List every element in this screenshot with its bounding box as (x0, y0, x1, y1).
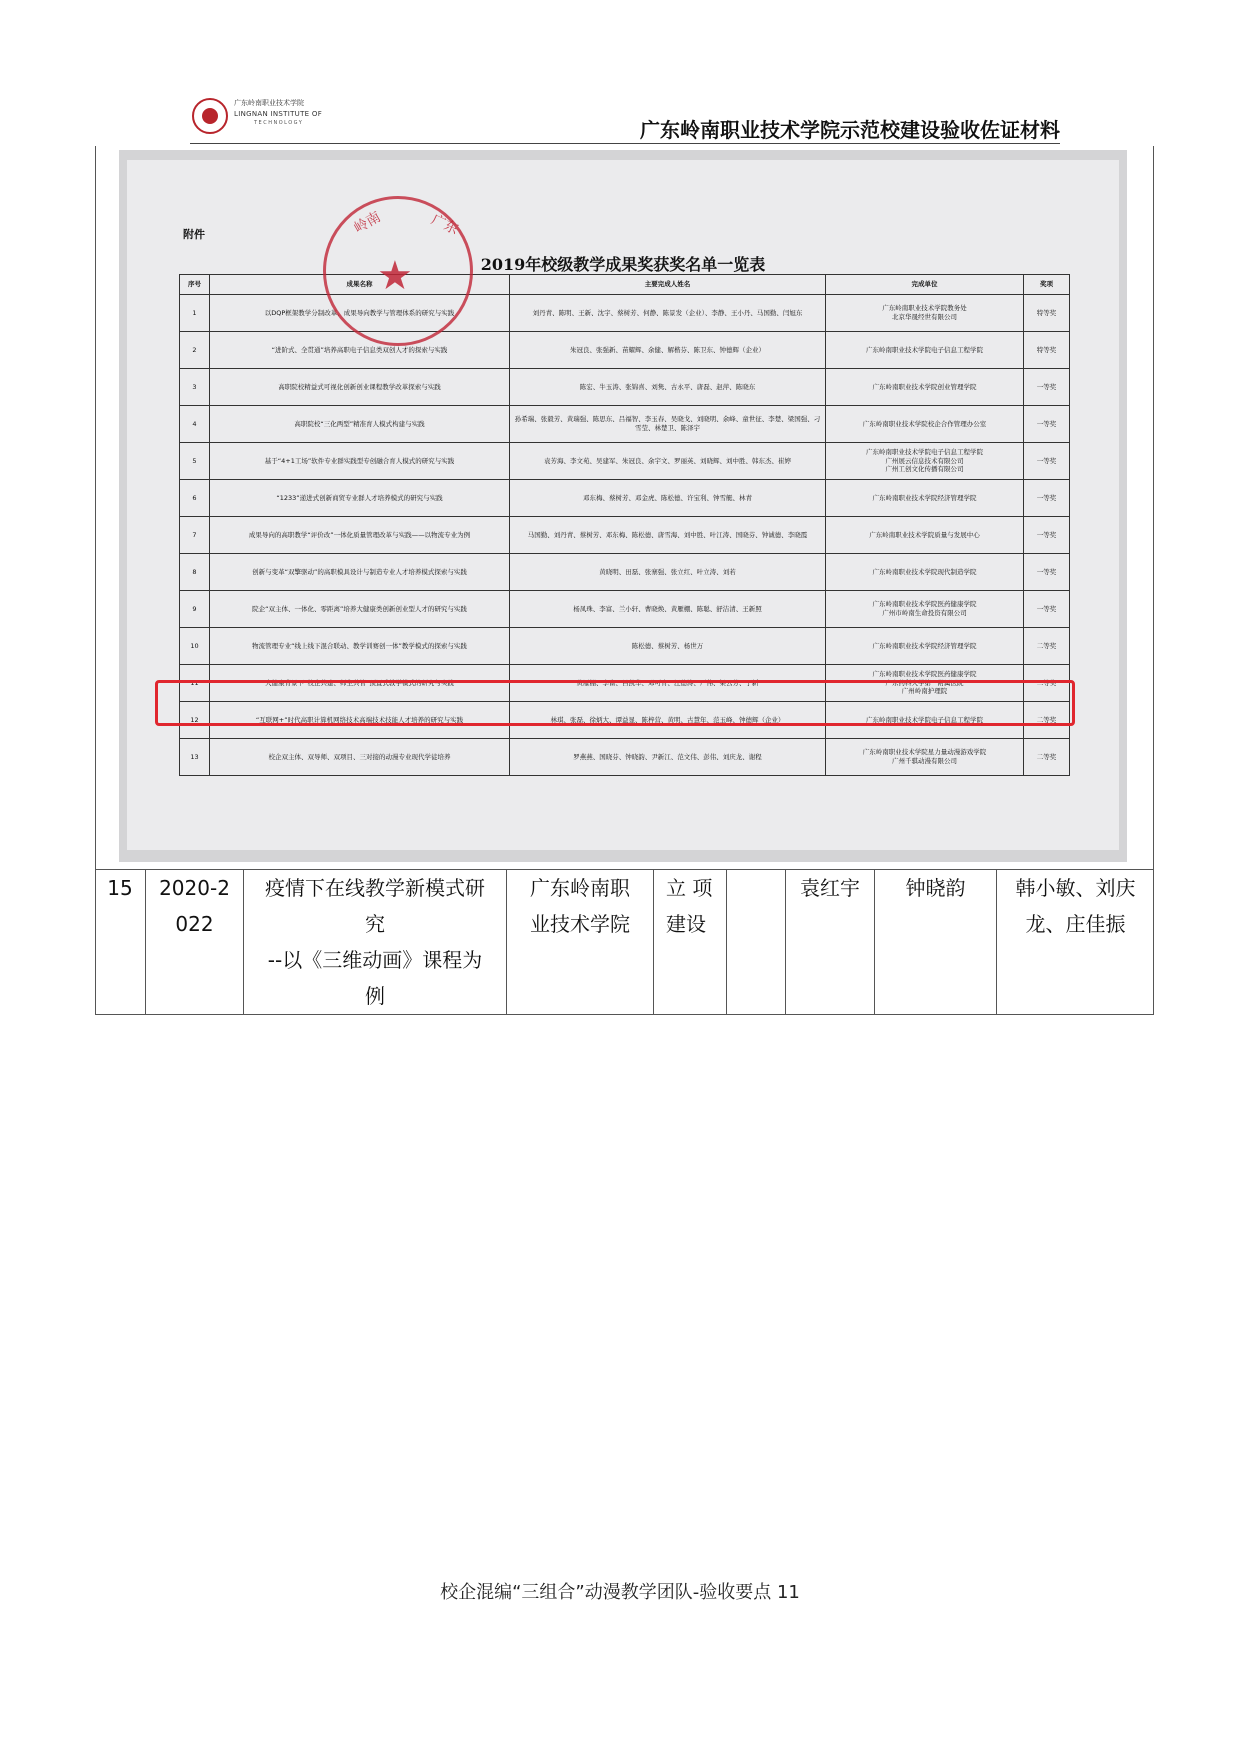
logo-name-en: LINGNAN INSTITUTE OF (234, 110, 323, 118)
row15-leader-text: 袁红宇 (800, 876, 860, 900)
award-cell-people: 杨凤珠、李富、兰小轩、曹晓焕、黄雁棚、陈聪、舒洁清、王新照 (510, 591, 826, 628)
logo-name-cn: 广东岭南职业技术学院 (234, 99, 304, 107)
row15-number (95, 870, 145, 1015)
award-cell-people: 罗燕燕、国晓芬、钟晓韵、尹新江、范文伟、彭伟、刘庆龙、谢程 (510, 739, 826, 776)
award-table-row (180, 480, 1070, 517)
award-table-row (180, 591, 1070, 628)
award-cell-unit: 广东岭南职业技术学院质量与发展中心 (826, 517, 1024, 554)
scanned-award-list-photo (119, 150, 1127, 862)
col-header-people: 主要完成人姓名 (510, 275, 826, 295)
award-cell-award: 二等奖 (1024, 739, 1070, 776)
institute-logo (192, 96, 342, 140)
award-cell-award: 一等奖 (1024, 554, 1070, 591)
award-cell-people: 孙希瑞、张毅芳、黄瑞强、陈思东、吕福智、李玉春、吴晓戈、刘晓明、余峰、童世征、李楚、梁国强、刁雪莹、林楚卫、陈泽宇 (510, 406, 826, 443)
stamp-star-icon: ★ (377, 253, 413, 299)
award-cell-unit: 广东岭南职业技术学院创业管理学院 (826, 369, 1024, 406)
award-cell-name: 以DQP框架教学分制改革、成果导向教学与管理体系的研究与实践 (210, 295, 510, 332)
award-cell-people: 朱冠良、张强新、苗耀辉、余健、解楷芬、陈卫东、钟德辉（企业） (510, 332, 826, 369)
award-cell-unit: 广东岭南职业技术学院电子信息工程学院 (826, 332, 1024, 369)
award-table-row (180, 369, 1070, 406)
award-cell-name: 创新与变革“双擎驱动”的高职模具设计与制造专业人才培养模式探索与实践 (210, 554, 510, 591)
logo-name-en-2: TECHNOLOGY (254, 120, 304, 126)
award-cell-name: “进阶式、全贯通”培养高职电子信息类双创人才的探索与实践 (210, 332, 510, 369)
award-cell-award: 二等奖 (1024, 702, 1070, 739)
award-table-row (180, 332, 1070, 369)
award-cell-name: 基于“4+1工场”软件专业群实践型专创融合育人模式的研究与实践 (210, 443, 510, 480)
award-cell-unit: 广东岭南职业技术学院医药健康学院 广东药科大学第一附属医院 广州岭南护理院 (826, 665, 1024, 702)
award-cell-award: 一等奖 (1024, 406, 1070, 443)
row15-org-line2: 业技术学院 (530, 912, 630, 936)
award-cell-name: 高职院校精益式可视化创新创业课程教学改革探索与实践 (210, 369, 510, 406)
award-cell-no: 12 (180, 702, 210, 739)
award-list-title: 2019年校级教学成果奖获奖名单一览表 (480, 255, 766, 274)
award-table-row (180, 554, 1070, 591)
row15-number-text: 15 (107, 876, 133, 900)
row15-member-text: 钟晓韵 (905, 876, 966, 900)
row15-status-line2: 建设 (666, 912, 706, 936)
award-table-row (180, 295, 1070, 332)
award-table-row (180, 739, 1070, 776)
row15-others-line1: 韩小敏、刘庆 (1015, 876, 1136, 900)
award-cell-unit: 广东岭南职业技术学院校企合作管理办公室 (826, 406, 1024, 443)
award-cell-award: 特等奖 (1024, 332, 1070, 369)
row15-leader (786, 870, 874, 1015)
award-cell-no: 11 (180, 665, 210, 702)
row-13-highlight-box (155, 680, 1075, 726)
award-cell-unit: 广东岭南职业技术学院经济管理学院 (826, 480, 1024, 517)
col-header-award: 奖项 (1024, 275, 1070, 295)
award-cell-unit: 广东岭南职业技术学院电子信息工程学院 广州展云信息技术有限公司 广州工创文化传播有限公司 (826, 443, 1024, 480)
award-table-row (180, 517, 1070, 554)
award-cell-no: 13 (180, 739, 210, 776)
award-cell-name: 物流管理专业“线上线下混合联动、教学训赛创一体”教学模式的探索与实践 (210, 628, 510, 665)
award-cell-award: 一等奖 (1024, 369, 1070, 406)
award-cell-unit: 广东岭南职业技术学院现代制造学院 (826, 554, 1024, 591)
award-cell-name: 成果导向的高职教学“评价改”一体化质量管理改革与实践——以物流专业为例 (210, 517, 510, 554)
award-cell-people: 黄雁棚、李富、吕凯华、邓可肯、汪德涛、严伟、梁云芳、丁新 (510, 665, 826, 702)
award-cell-unit: 广东岭南职业技术学院电子信息工程学院 (826, 702, 1024, 739)
award-cell-name: 院企“双主体、一体化、零距离”培养大健康类创新创业型人才的研究与实践 (210, 591, 510, 628)
row15-title-line2: 究 (365, 912, 385, 936)
award-table-row (180, 406, 1070, 443)
award-cell-name: 高职院校“三化两型”精准育人模式构建与实践 (210, 406, 510, 443)
award-table-header-row (180, 275, 1070, 295)
attachment-label: 附件 (183, 228, 205, 241)
award-cell-no: 2 (180, 332, 210, 369)
award-table-row (180, 628, 1070, 665)
award-cell-name: “1233”递进式创新商贸专业群人才培养模式的研究与实践 (210, 480, 510, 517)
award-cell-name: 校企双主体、双导师、双项目、三对接的动漫专业现代学徒培养 (210, 739, 510, 776)
award-cell-award: 二等奖 (1024, 628, 1070, 665)
document-title: 广东岭南职业技术学院示范校建设验收佐证材料 (640, 118, 1060, 142)
row15-org-line1: 广东岭南职 (530, 876, 630, 900)
row15-project-title (244, 870, 506, 1015)
award-cell-award: 一等奖 (1024, 517, 1070, 554)
award-cell-no: 8 (180, 554, 210, 591)
row15-year-line2: 022 (175, 912, 214, 936)
award-cell-people: 刘丹青、陈明、王新、沈宇、蔡树芳、何静、陈景发（企业）、李静、王小丹、马国勤、闫旭东 (510, 295, 826, 332)
award-cell-unit: 广东岭南职业技术学院星力量动漫游戏学院 广州千骐动漫有限公司 (826, 739, 1024, 776)
row15-status (654, 870, 726, 1015)
award-cell-people: 陈宏、牛玉涛、张锦喜、刘隽、古永平、唐磊、赵萍、陈晓东 (510, 369, 826, 406)
award-cell-no: 3 (180, 369, 210, 406)
header-divider (190, 143, 1060, 144)
award-cell-name: “互联网+”时代高职计算机网络技术高端技术技能人才培养的研究与实践 (210, 702, 510, 739)
award-cell-name: 大健康背景下“校企共建、师生共管”顶置式教学模式的研究与实践 (210, 665, 510, 702)
award-cell-no: 6 (180, 480, 210, 517)
award-cell-award: 一等奖 (1024, 480, 1070, 517)
award-cell-award: 二等奖 (1024, 665, 1070, 702)
award-cell-no: 10 (180, 628, 210, 665)
row15-title-line1: 疫情下在线教学新模式研 (265, 876, 485, 900)
award-cell-unit: 广东岭南职业技术学院医药健康学院 广州市岭南生命投资有限公司 (826, 591, 1024, 628)
award-cell-people: 邓东梅、蔡树芳、邓金虎、陈松德、许宝利、钟雪艇、林青 (510, 480, 826, 517)
row15-title-line4: 例 (365, 984, 385, 1008)
col-header-unit: 完成单位 (826, 275, 1024, 295)
award-cell-no: 7 (180, 517, 210, 554)
row15-year-line1: 2020-2 (159, 876, 230, 900)
award-cell-no: 4 (180, 406, 210, 443)
award-cell-people: 袁芳海、李文苑、吴建军、朱冠良、余宇文、罗丽英、刘晓辉、刘中胜、韩东杰、崔婷 (510, 443, 826, 480)
award-cell-award: 特等奖 (1024, 295, 1070, 332)
institute-seal-icon (192, 98, 228, 134)
award-table-row (180, 443, 1070, 480)
row15-year (146, 870, 243, 1015)
col-header-name: 成果名称 (210, 275, 510, 295)
page-footer: 校企混编“三组合”动漫教学团队-验收要点 11 (440, 1582, 800, 1603)
award-cell-award: 一等奖 (1024, 443, 1070, 480)
award-cell-award: 一等奖 (1024, 591, 1070, 628)
award-cell-people: 林琪、张磊、徐炳大、谭益显、陈梓营、黄明、古慧年、范玉峰、钟德辉（企业） (510, 702, 826, 739)
award-cell-no: 9 (180, 591, 210, 628)
stamp-text-right: 广东 (428, 211, 461, 239)
row15-status-line1: 立 项 (666, 876, 713, 900)
row15-others-line2: 龙、庄佳振 (1025, 912, 1126, 936)
col-header-no: 序号 (180, 275, 210, 295)
award-cell-people: 陈松德、蔡树芳、杨世万 (510, 628, 826, 665)
row15-organization (507, 870, 653, 1015)
award-cell-unit: 广东岭南职业技术学院教务处 北京华晟经世有限公司 (826, 295, 1024, 332)
stamp-text-left: 岭南 (351, 208, 384, 237)
row15-other-members (997, 870, 1154, 1015)
award-cell-unit: 广东岭南职业技术学院经济管理学院 (826, 628, 1024, 665)
row15-title-line3: --以《三维动画》课程为 (267, 948, 483, 972)
award-cell-people: 马国勤、刘丹青、蔡树芳、邓东梅、陈松德、唐雪海、刘中胜、叶江涛、国晓芬、钟诚德、李晓霞 (510, 517, 826, 554)
award-cell-no: 1 (180, 295, 210, 332)
scanned-sheet (127, 160, 1119, 850)
row15-empty-cell (727, 870, 785, 1015)
row15-member (875, 870, 996, 1015)
award-cell-people: 黄晓明、田磊、张寨强、张立红、叶立涛、刘若 (510, 554, 826, 591)
award-cell-no: 5 (180, 443, 210, 480)
